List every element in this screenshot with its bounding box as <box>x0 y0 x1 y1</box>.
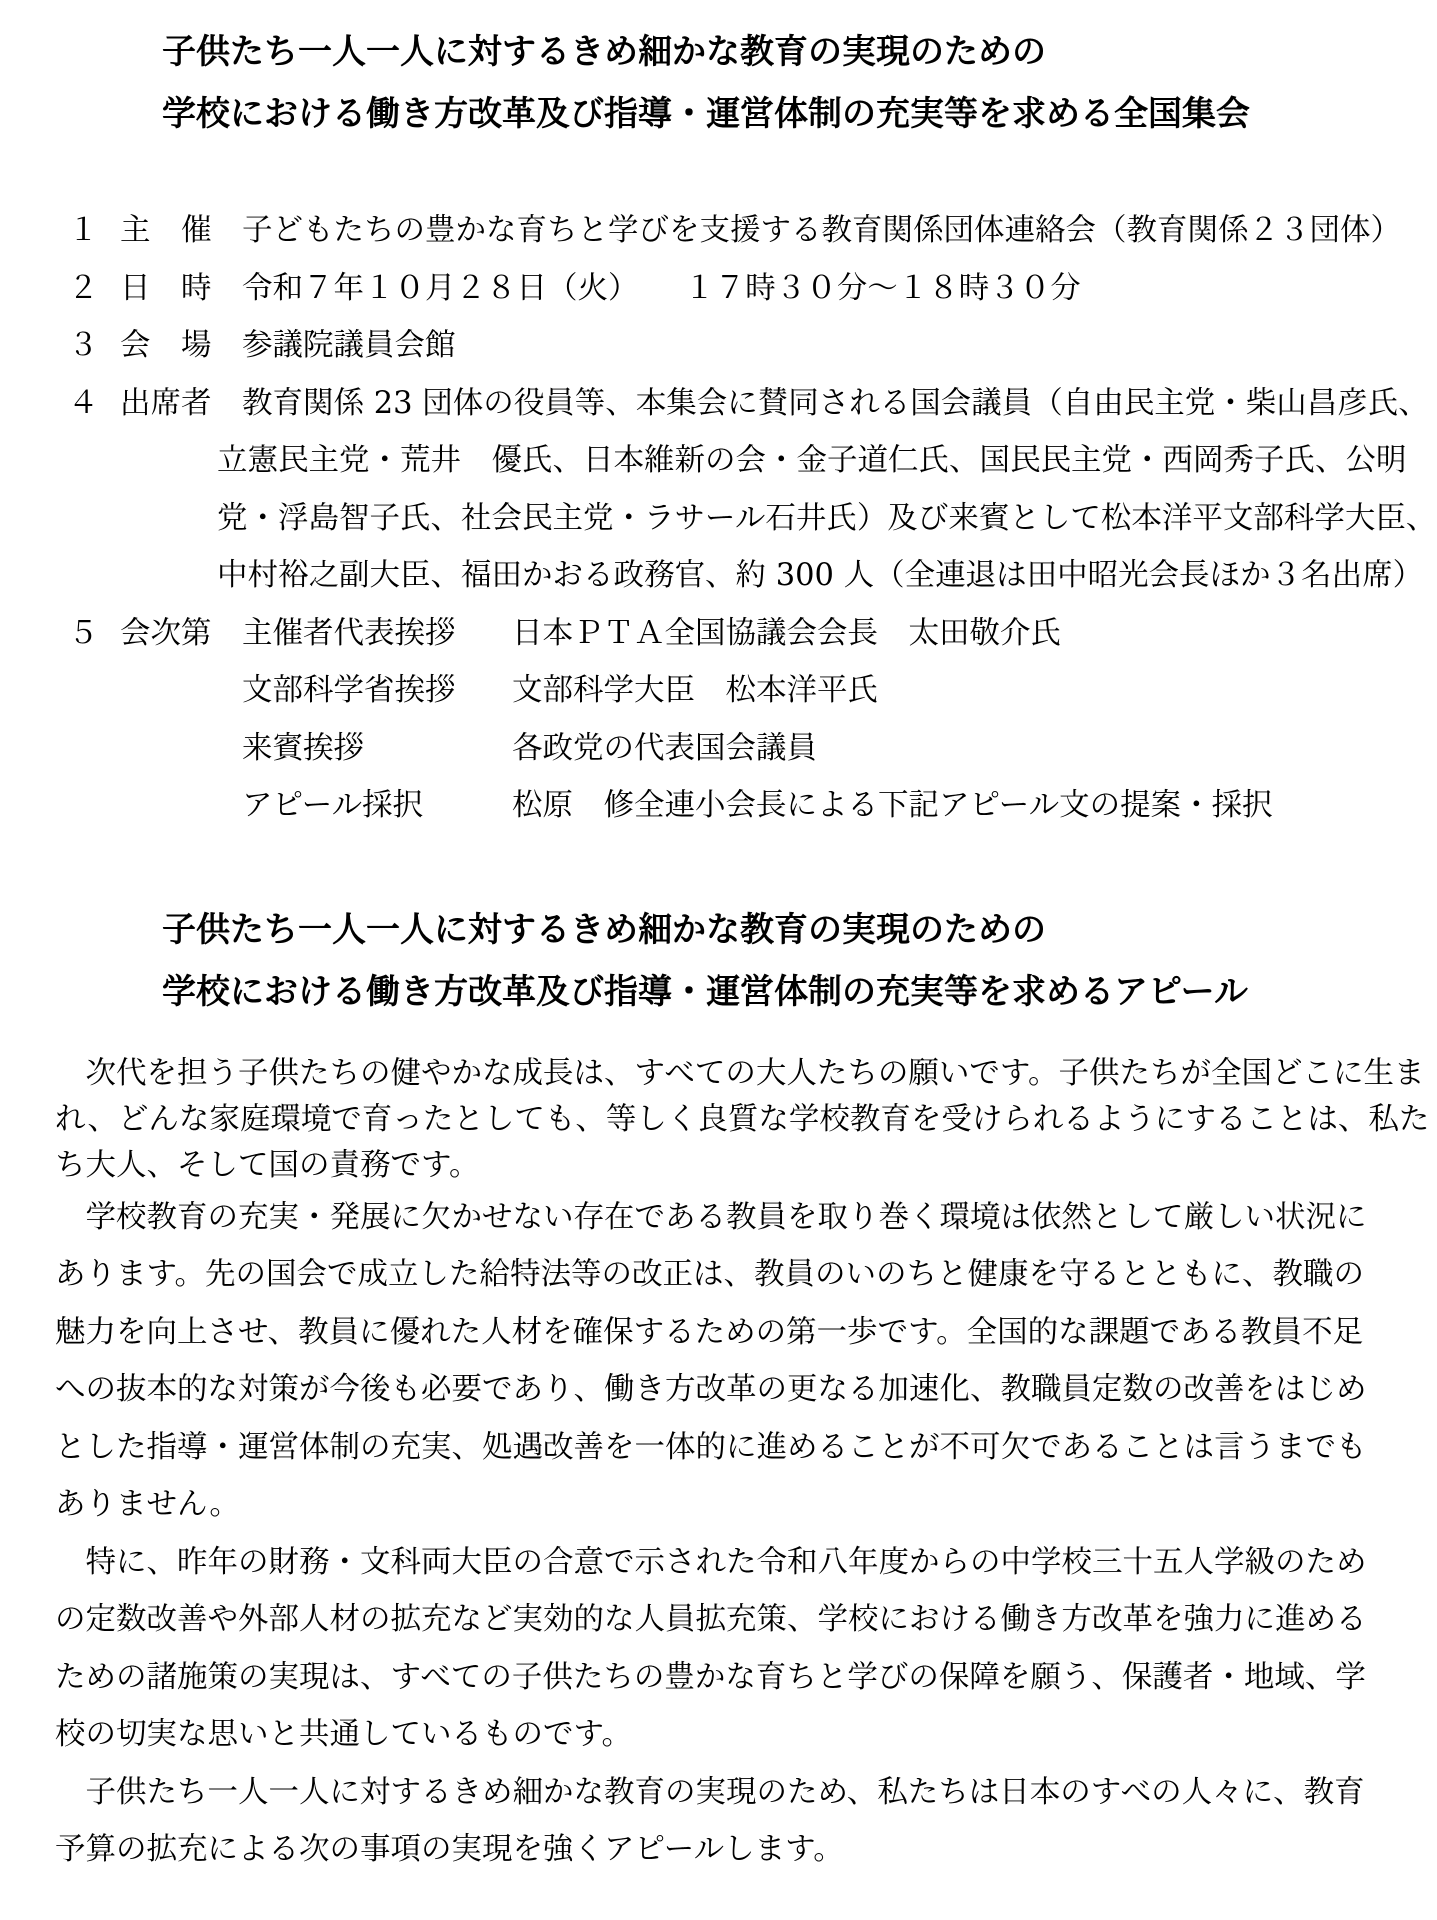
row-text: 参議院議員会館 <box>242 328 456 363</box>
row-number: ３ <box>68 328 99 363</box>
appeal-text-line: 学校教育の充実・発展に欠かせない存在である教員を取り巻く環境は依然として厳しい状況に <box>55 1199 1367 1235</box>
agenda-person: 文部科学大臣 松本洋平氏 <box>512 673 878 708</box>
appeal-text-line: 魅力を向上させ、教員に優れた人材を確保するための第一歩です。全国的な課題である教員不足 <box>55 1314 1364 1350</box>
meeting-info-row <box>0 605 1437 663</box>
agenda-person: 日本ＰＴＡ全国協議会会長 太田敬介氏 <box>512 615 1061 651</box>
row-number: ５ <box>68 615 99 651</box>
row-label: 会 場 <box>120 328 212 363</box>
meeting-info-row <box>0 202 1437 260</box>
appeal-text-line: 特に、昨年の財務・文科両大臣の合意で示された令和八年度からの中学校三十五人学級のため <box>55 1544 1367 1580</box>
appeal-text-line: とした指導・運営体制の充実、処遇改善を一体的に進めることが不可欠であることは言うまでも <box>55 1429 1367 1465</box>
agenda-role: アピール採択 <box>242 788 424 823</box>
meeting-info-section <box>0 202 1437 835</box>
agenda-role: 文部科学省挨拶 <box>242 673 456 708</box>
agenda-role: 主催者代表挨拶 <box>242 615 456 651</box>
row-text: 党・浮島智子氏、社会民主党・ラサール石井氏）及び来賓として松本洋平文部科学大臣、 <box>217 500 1437 536</box>
row-number: ４ <box>68 385 99 421</box>
row-label: 主 催 <box>120 213 212 248</box>
appeal-text-line: れ、どんな家庭環境で育ったとしても、等しく良質な学校教育を受けられるようにすることは、私た <box>55 1101 1430 1137</box>
row-number: １ <box>68 213 99 248</box>
row-label: 日 時 <box>120 270 212 306</box>
meeting-title-line-1: 子供たち一人一人に対するきめ細かな教育の実現のための <box>162 32 1046 72</box>
agenda-person: 松原 修全連小会長による下記アピール文の提案・採択 <box>512 788 1273 823</box>
agenda-role: 来賓挨拶 <box>242 730 364 766</box>
agenda-person: 各政党の代表国会議員 <box>512 730 817 766</box>
meeting-info-row <box>0 260 1437 318</box>
appeal-text-line: ち大人、そして国の責務です。 <box>55 1147 480 1183</box>
appeal-text-line: あります。先の国会で成立した給特法等の改正は、教員のいのちと健康を守るとともに、教職の <box>55 1257 1365 1292</box>
meeting-info-row <box>0 720 1437 778</box>
appeal-text-line: への抜本的な対策が今後も必要であり、働き方改革の更なる加速化、教職員定数の改善をはじめ <box>55 1372 1367 1407</box>
appeal-text-line: 校の切実な思いと共通しているものです。 <box>55 1717 633 1752</box>
row-text: 教育関係 23 団体の役員等、本集会に賛同される国会議員（自由民主党・柴山昌彦氏、 <box>242 385 1429 421</box>
meeting-info-row <box>0 375 1437 433</box>
row-text: 子どもたちの豊かな育ちと学びを支援する教育関係団体連絡会（教育関係２３団体） <box>242 213 1401 248</box>
meeting-title <box>162 21 1427 145</box>
appeal-text-line: ための諸施策の実現は、すべての子供たちの豊かな育ちと学びの保障を願う、保護者・地域、学 <box>55 1659 1366 1695</box>
meeting-info-row <box>0 777 1437 835</box>
appeal-text-line: 子供たち一人一人に対するきめ細かな教育の実現のため、私たちは日本のすべの人々に、教育 <box>55 1774 1365 1810</box>
appeal-text-line: の定数改善や外部人材の拡充など実効的な人員拡充策、学校における働き方改革を強力に進める <box>55 1602 1367 1637</box>
row-number: ２ <box>68 270 99 306</box>
appeal-text-line: 予算の拡充による次の事項の実現を強くアピールします。 <box>55 1832 844 1867</box>
row-label: 会次第 <box>120 615 212 651</box>
meeting-info-row <box>0 490 1437 548</box>
meeting-info-row <box>0 432 1437 490</box>
appeal-text-line: 次代を担う子供たちの健やかな成長は、すべての大人たちの願いです。子供たちが全国どこに生ま <box>55 1055 1425 1091</box>
appeal-title-line-1: 子供たち一人一人に対するきめ細かな教育の実現のための <box>162 909 1046 950</box>
appeal-text-line: ありません。 <box>55 1487 240 1522</box>
appeal-title-line-2: 学校における働き方改革及び指導・運営体制の充実等を求めるアピール <box>162 971 1248 1012</box>
meeting-title-line-2: 学校における働き方改革及び指導・運営体制の充実等を求める全国集会 <box>162 94 1250 134</box>
appeal-title <box>162 899 1427 1023</box>
row-label: 出席者 <box>120 385 212 421</box>
appeal-body <box>55 1051 1430 1879</box>
meeting-info-row <box>0 547 1437 605</box>
meeting-info-row <box>0 317 1437 375</box>
meeting-info-row <box>0 662 1437 720</box>
row-text: 中村裕之副大臣、福田かおる政務官、約 300 人（全連退は田中昭光会長ほか３名出席） <box>217 558 1424 593</box>
row-text: 立憲民主党・荒井 優氏、日本維新の会・金子道仁氏、国民民主党・西岡秀子氏、公明 <box>217 443 1407 478</box>
row-text: 令和７年１０月２８日（火） １７時３０分～１８時３０分 <box>242 270 1081 306</box>
